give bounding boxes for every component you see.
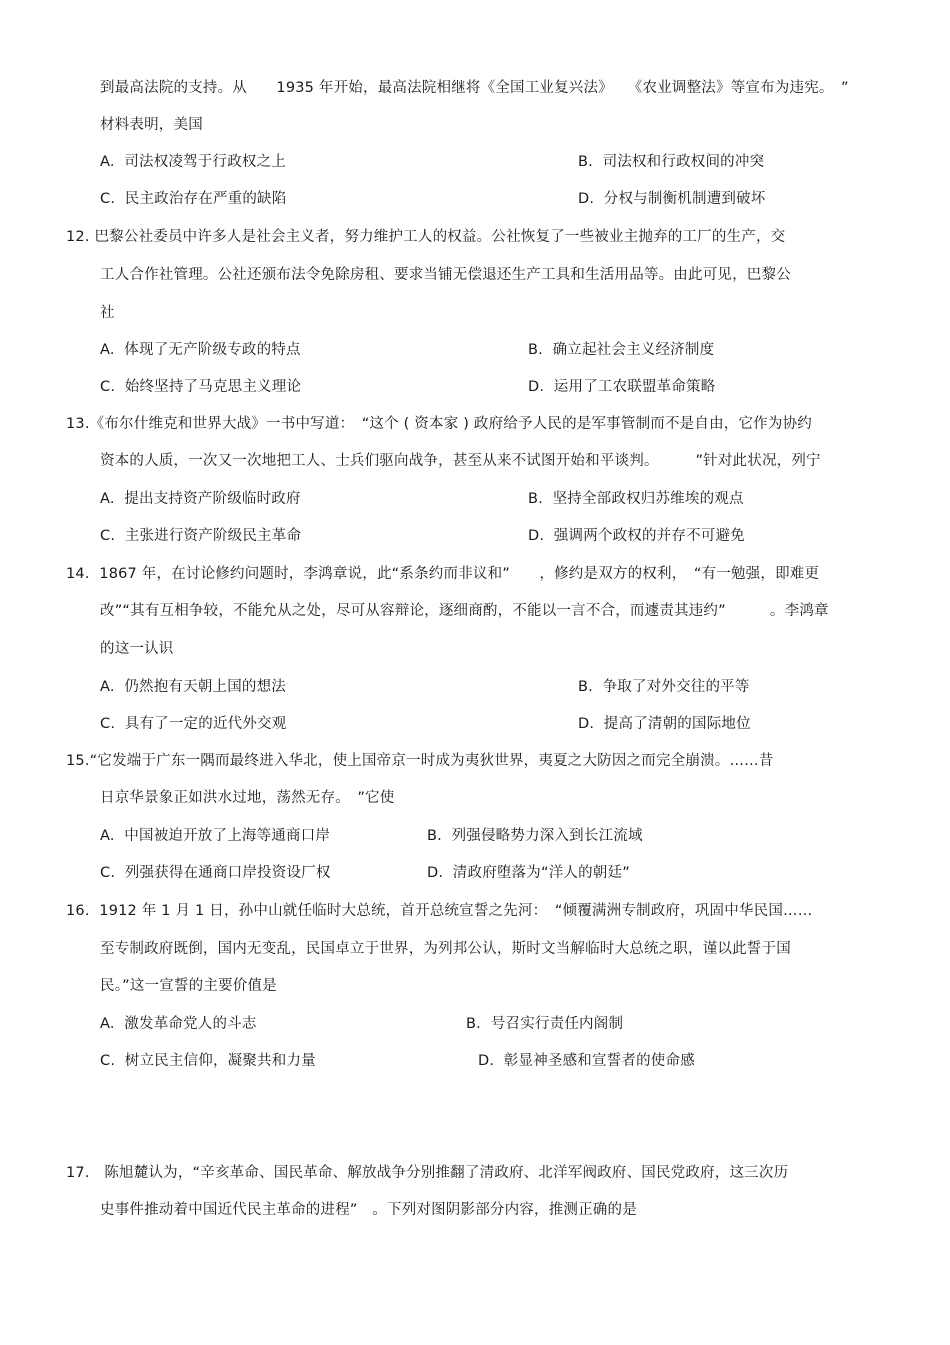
q15-option-d: D. 清政府堕落为“洋人的朝廷”: [427, 865, 630, 881]
q12-option-b: B. 确立起社会主义经济制度: [528, 342, 715, 358]
q14-option-a: A. 仍然抱有天朝上国的想法: [100, 679, 286, 695]
q13-option-d: D. 强调两个政权的并存不可避免: [528, 528, 745, 544]
q13-option-c: C. 主张进行资产阶级民主革命: [100, 528, 302, 544]
q11-stem-line-1: 到最高法院的支持。从 1935 年开始，最高法院相继将《全国工业复兴法》 《农业调整法》等宣布为违宪。 ”: [100, 80, 849, 96]
q15-option-b: B. 列强侵略势力深入到长江流域: [427, 828, 643, 844]
q12-stem-line-2: 工人合作社管理。公社还颁布法令免除房租、要求当铺无偿退还生产工具和生活用品等。由此可见，巴黎公: [100, 267, 791, 283]
q17-stem-line-2: 史事件推动着中国近代民主革命的进程” 。下列对图阴影部分内容，推测正确的是: [100, 1202, 637, 1218]
q15-stem-line-1: 15.“它发端于广东一隅而最终进入华北，使上国帝京一时成为夷狄世界，夷夏之大防因之而完全崩溃。……昔: [66, 753, 774, 769]
q14-stem-line-3: 的这一认识: [100, 641, 174, 657]
q11-stem-line-2: 材料表明，美国: [100, 117, 203, 133]
q13-stem-line-2: 资本的人质，一次又一次地把工人、士兵们驱向战争，甚至从来不试图开始和平谈判。 ”针对此状况，列宁: [100, 453, 821, 469]
q17-stem-line-1: 17. 陈旭麓认为，“辛亥革命、国民革命、解放战争分别推翻了清政府、北洋军阀政府、国民党政府，这三次历: [66, 1165, 789, 1181]
q16-stem-line-2: 至专制政府既倒，国内无变乱，民国卓立于世界，为列邦公认，斯时文当解临时大总统之职，谨以此誓于国: [100, 941, 791, 957]
q16-option-c: C. 树立民主信仰，凝聚共和力量: [100, 1053, 316, 1069]
q16-option-a: A. 激发革命党人的斗志: [100, 1016, 257, 1032]
q11-option-d: D. 分权与制衡机制遭到破坏: [578, 191, 766, 207]
q14-option-d: D. 提高了清朝的国际地位: [578, 716, 751, 732]
q11-option-c: C. 民主政治存在严重的缺陷: [100, 191, 287, 207]
q14-stem-line-2: 改”“其有互相争较，不能允从之处，尽可从容辩论，逐细商酌，不能以一言不合，而遽责其违约” 。李鸿章: [100, 603, 829, 619]
q12-stem-line-3: 社: [100, 305, 115, 321]
q13-option-a: A. 提出支持资产阶级临时政府: [100, 491, 301, 507]
q12-stem-line-1: 12. 巴黎公社委员中许多人是社会主义者，努力维护工人的权益。公社恢复了一些被业主抛弃的工厂的生产，交: [66, 229, 786, 245]
q11-option-a: A. 司法权凌驾于行政权之上: [100, 154, 286, 170]
q15-stem-line-2: 日京华景象正如洪水过地，荡然无存。 ”它使: [100, 790, 395, 806]
q15-option-c: C. 列强获得在通商口岸投资设厂权: [100, 865, 331, 881]
q11-option-b: B. 司法权和行政权间的冲突: [578, 154, 765, 170]
q14-option-b: B. 争取了对外交往的平等: [578, 679, 750, 695]
q16-stem-line-3: 民。”这一宣誓的主要价值是: [100, 978, 277, 994]
q16-option-d: D. 彰显神圣感和宣誓者的使命感: [478, 1053, 695, 1069]
q12-option-d: D. 运用了工农联盟革命策略: [528, 379, 716, 395]
q14-stem-line-1: 14. 1867 年，在讨论修约问题时，李鸿章说，此“系条约而非议和” ，修约是双方的权利， “有一勉强，即难更: [66, 566, 820, 582]
q13-stem-line-1: 13.《布尔什维克和世界大战》一书中写道： “这个 ( 资本家 ) 政府给予人民的是军事管制而不是自由，它作为协约: [66, 416, 812, 432]
q12-option-a: A. 体现了无产阶级专政的特点: [100, 342, 301, 358]
q16-stem-line-1: 16. 1912 年 1 月 1 日，孙中山就任临时大总统，首开总统宣誓之先河： “倾覆满洲专制政府，巩固中华民国……: [66, 903, 813, 919]
q16-option-b: B．号召实行责任内阁制: [466, 1016, 624, 1032]
q14-option-c: C. 具有了一定的近代外交观: [100, 716, 287, 732]
q13-option-b: B. 坚持全部政权归苏维埃的观点: [528, 491, 744, 507]
q12-option-c: C. 始终坚持了马克思主义理论: [100, 379, 302, 395]
q15-option-a: A. 中国被迫开放了上海等通商口岸: [100, 828, 331, 844]
